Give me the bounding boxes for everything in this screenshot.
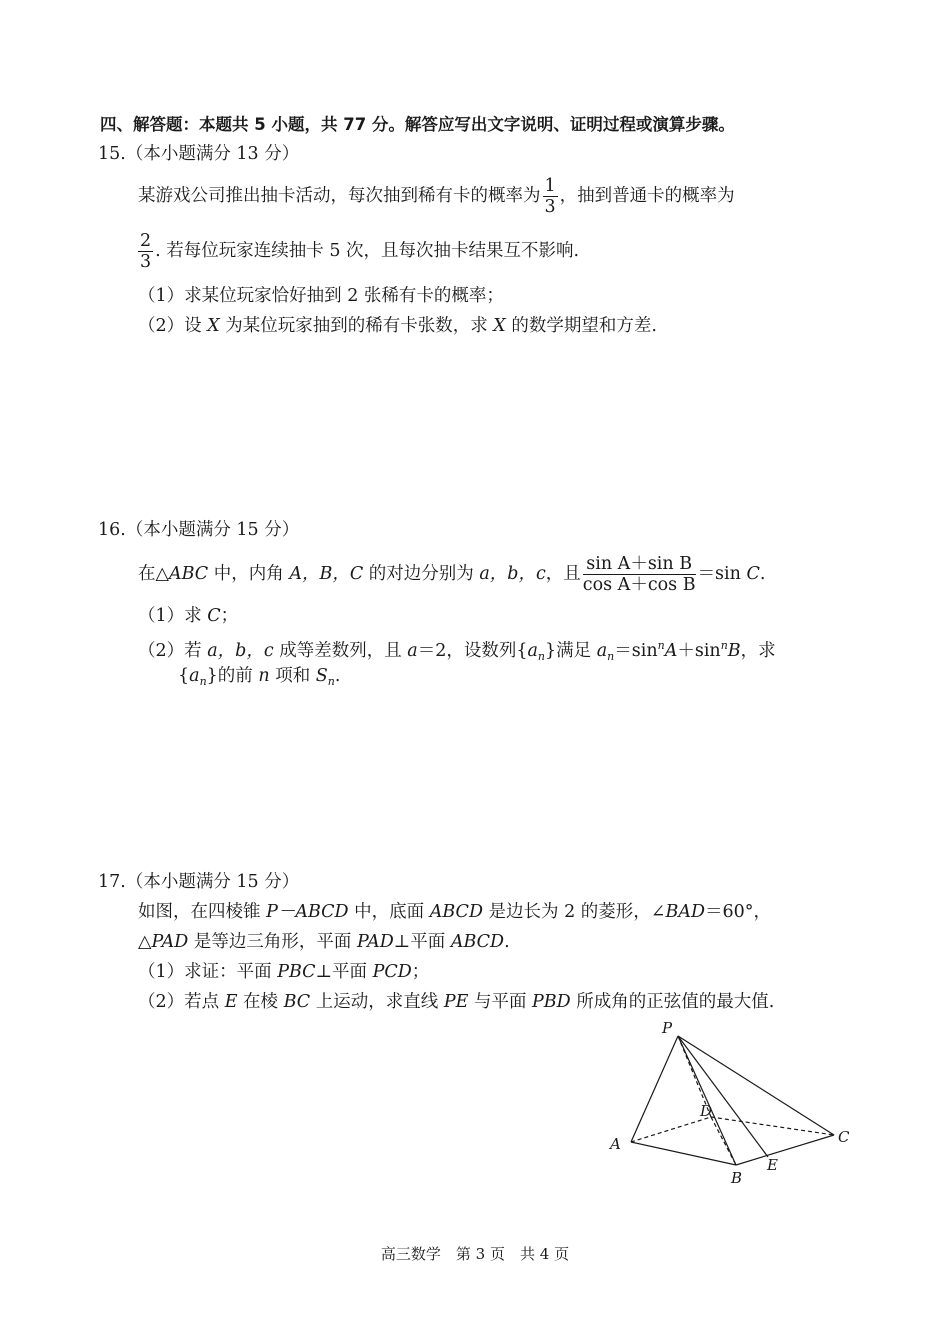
q17-sub2	[138, 990, 774, 1014]
q15-stem-text-2: ，抽到普通卡的概率为	[559, 186, 735, 206]
q15-frac1-denominator: 3	[544, 197, 556, 217]
q17-sub2-text: 与平面	[468, 992, 533, 1012]
q17-text: ＝60°，	[705, 902, 772, 922]
q17-sub1-text: （1）求证：平面	[138, 962, 278, 982]
q16-sub2-text: ＝sin	[614, 641, 658, 661]
q16-sub1	[138, 604, 238, 628]
q16-sub2-text: ，求	[740, 641, 776, 661]
q16-var-c: C	[207, 606, 221, 626]
q17-text: ⊥平面	[393, 932, 451, 952]
q16-text: ，且	[545, 564, 581, 584]
q16-fraction	[583, 554, 696, 595]
q16-sub2-text: {	[178, 666, 190, 686]
q16-points: （本小题满分 15 分）	[125, 520, 300, 540]
q16-subscript-n: n	[537, 650, 546, 663]
q16-subscript-n: n	[327, 675, 335, 688]
q16-sub1-text: （1）求	[138, 606, 208, 626]
q15-sub2-text-c: 的数学期望和方差.	[505, 316, 657, 336]
q15-fraction-two-thirds	[138, 231, 153, 272]
q16-var-a-angle: A	[664, 641, 678, 661]
q16-sub2-text: 项和	[269, 666, 316, 686]
q17-plane-name: PAD	[356, 932, 394, 952]
q16-var-n: n	[258, 666, 270, 686]
q16-frac-numerator: sin A＋sin B	[583, 554, 696, 575]
q17-sub1-text: ；	[411, 962, 430, 982]
edge-ab	[631, 1142, 736, 1165]
q16-seq-var: a	[596, 641, 608, 661]
q17-sub2-text: 在棱	[237, 992, 284, 1012]
q16-number: 16.	[98, 520, 126, 540]
pyramid-figure	[600, 1015, 870, 1195]
q16-var-a: a	[407, 641, 418, 661]
q16-seq-var: a	[527, 641, 538, 661]
q15-sub2	[138, 314, 657, 338]
q16-sub2-text: }满足	[545, 641, 597, 661]
q16-text: .	[759, 564, 766, 584]
q16-subscript-n: n	[607, 650, 615, 663]
q15-frac2-numerator: 2	[140, 231, 152, 251]
q16-var-b-angle: B	[727, 641, 741, 661]
q17-pyramid-name: P－ABCD	[266, 902, 349, 922]
q17-line-pe: PE	[443, 992, 469, 1012]
q16-subscript-n: n	[199, 675, 207, 688]
q17-sub1	[138, 960, 429, 984]
q16-sub2-text: .	[334, 666, 341, 686]
q15-frac2-denominator: 3	[140, 252, 152, 272]
edge-ad-hidden	[631, 1117, 711, 1142]
q15-sub1: （1）求某位玩家恰好抽到 2 张稀有卡的概率；	[138, 286, 504, 306]
q17-text: 是等边三角形，平面	[188, 932, 357, 952]
edge-pb	[678, 1036, 736, 1165]
q16-sub1-text: ；	[220, 606, 239, 626]
q15-sub2-text-b: 为某位玩家抽到的稀有卡张数，求	[219, 316, 494, 336]
edge-pa	[631, 1036, 678, 1142]
q17-base-name: ABCD	[429, 902, 483, 922]
q15-var-x: X	[493, 316, 506, 336]
q17-angle-name: BAD	[665, 902, 706, 922]
q15-sub2-text-a: （2）设	[138, 316, 208, 336]
q16-sub2-text: 成等差数列，且	[273, 641, 408, 661]
q16-header	[98, 518, 299, 542]
label-b: B	[731, 1169, 743, 1187]
q16-var-c: C	[746, 564, 760, 584]
q16-sub2-line2	[178, 664, 340, 694]
label-e: E	[767, 1156, 778, 1174]
q17-plane-pbd: PBD	[532, 992, 571, 1012]
q17-text: 中，底面	[348, 902, 430, 922]
edge-bc	[736, 1135, 834, 1165]
q17-sub2-text: 所成角的正弦值的最大值.	[570, 992, 775, 1012]
q16-var-s: S	[315, 666, 328, 686]
q16-side-vars: a，b，c	[207, 641, 274, 661]
q17-stem-line2	[138, 930, 510, 954]
q16-triangle-name: ABC	[168, 564, 209, 584]
label-a: A	[610, 1135, 621, 1153]
q16-angle-vars: A，B，C	[289, 564, 364, 584]
q16-side-vars: a，b，c	[479, 564, 546, 584]
q16-sub2-text: ＝2，设数列{	[417, 641, 528, 661]
q16-text: 中，内角	[208, 564, 290, 584]
q16-seq-var: a	[189, 666, 200, 686]
q17-text: 如图，在四棱锥	[138, 902, 267, 922]
label-c: C	[838, 1128, 850, 1146]
q16-text: 的对边分别为	[363, 564, 480, 584]
q15-stem-line2	[136, 229, 579, 273]
q17-points: （本小题满分 15 分）	[125, 872, 300, 892]
q17-header	[98, 870, 299, 894]
q17-number: 17.	[98, 872, 126, 892]
q17-sub2-text: （2）若点	[138, 992, 225, 1012]
q17-point-e: E	[224, 992, 238, 1012]
q15-stem-text-3: . 若每位玩家连续抽卡 5 次，且每次抽卡结果互不影响.	[155, 241, 580, 261]
q15-stem-text-1: 某游戏公司推出抽卡活动，每次抽到稀有卡的概率为	[138, 186, 541, 206]
label-p: P	[662, 1019, 673, 1037]
q16-sub2-text: }的前	[206, 666, 259, 686]
q15-number: 15.	[98, 144, 126, 164]
q17-plane-name: PCD	[372, 962, 412, 982]
q17-text: △	[138, 932, 152, 952]
q15-points: （本小题满分 13 分）	[125, 144, 300, 164]
q17-stem-line1	[138, 900, 771, 924]
q17-plane-name: ABCD	[450, 932, 505, 952]
q16-superscript-n: n	[720, 639, 728, 652]
q15-stem-line1	[138, 174, 735, 218]
q15-frac1-numerator: 1	[544, 176, 556, 196]
q17-plane-name: PBC	[277, 962, 316, 982]
page-footer: 高三数学 第 3 页 共 4 页	[380, 1245, 570, 1263]
q16-stem	[138, 552, 765, 596]
q17-edge-bc: BC	[283, 992, 311, 1012]
label-d: D	[700, 1102, 713, 1120]
q17-triangle-name: PAD	[151, 932, 189, 952]
q17-sub2-text: 上运动，求直线	[310, 992, 444, 1012]
q16-sub2-text: ＋sin	[677, 641, 721, 661]
q16-superscript-n: n	[657, 639, 665, 652]
q15-header	[98, 142, 299, 166]
q17-text: 是边长为 2 的菱形，∠	[482, 902, 666, 922]
q16-sub2-text: （2）若	[138, 641, 208, 661]
q16-frac-denominator: cos A＋cos B	[582, 575, 696, 595]
q16-text: 在△	[138, 564, 169, 584]
section-heading: 四、解答题：本题共 5 小题，共 77 分。解答应写出文字说明、证明过程或演算步骤。	[100, 115, 735, 134]
q17-text: .	[504, 932, 510, 952]
q16-text: ＝sin	[697, 564, 747, 584]
edge-dc-hidden	[711, 1117, 834, 1135]
q17-sub1-text: ⊥平面	[315, 962, 373, 982]
q15-fraction-one-third	[543, 176, 558, 217]
q15-var-x: X	[207, 316, 220, 336]
